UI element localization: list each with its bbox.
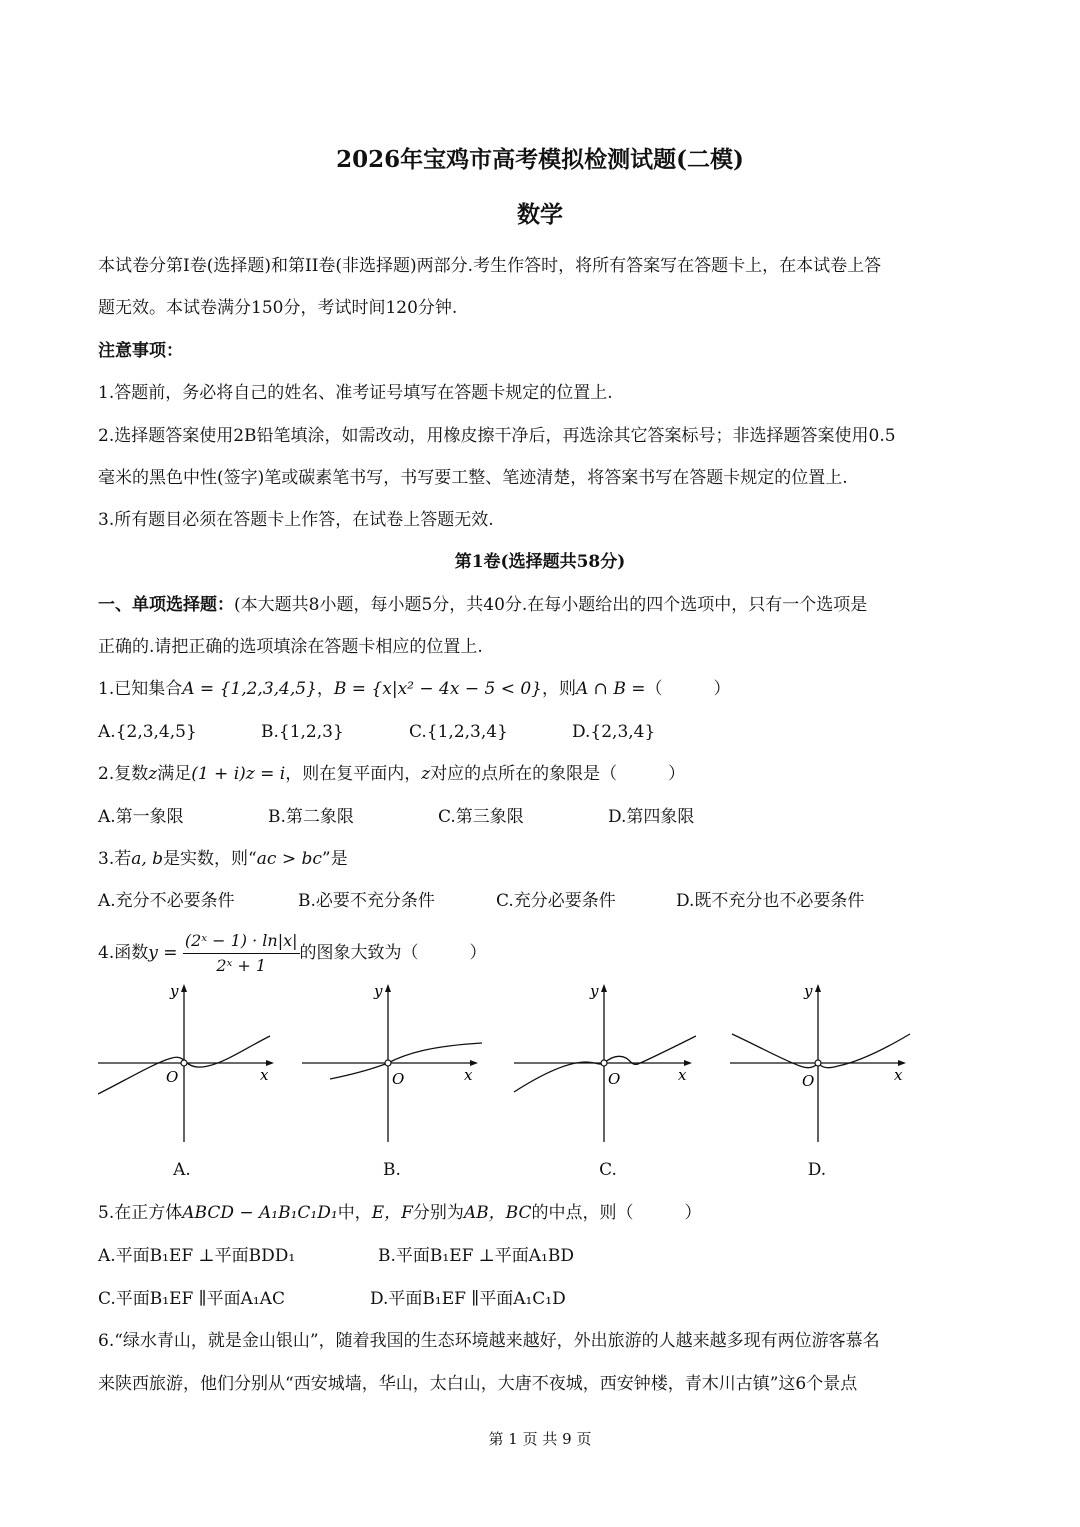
q4-text-a: 4.函数	[98, 943, 149, 963]
question-5-options-row-1	[98, 1244, 574, 1268]
q5-ef: E，F	[371, 1203, 413, 1223]
q3-text-b: 是实数，则“	[163, 849, 257, 869]
q4-a-origin: O	[166, 1068, 179, 1086]
q2-option-d: D.第四象限	[608, 807, 695, 827]
q4-label-c: C.	[599, 1160, 617, 1180]
q2-eq: (1 + i)z = i	[191, 764, 286, 784]
q1-option-b: B.{1,2,3}	[261, 722, 344, 742]
q5-text-b: 中，	[337, 1203, 372, 1223]
question-2-options	[98, 805, 694, 829]
q5-text-c: 分别为	[412, 1203, 464, 1223]
q1-sep: ，	[316, 679, 334, 699]
q4-d-y-label: y	[804, 982, 813, 1000]
q4-b-origin: O	[392, 1070, 405, 1088]
q4-lhs: y =	[148, 943, 178, 963]
q2-option-a: A.第一象限	[98, 807, 184, 827]
q4-graph-b	[300, 982, 484, 1144]
q4-numerator: (2ˣ − 1) · ln|x|	[183, 931, 300, 954]
part1-heading	[98, 593, 867, 617]
q3-text-c: ”是	[321, 849, 348, 869]
q5-solid: ABCD − A₁B₁C₁D₁	[182, 1203, 338, 1223]
section-heading: 第1卷(选择题共58分)	[454, 552, 626, 572]
q5-text-a: 5.在正方体	[98, 1203, 183, 1223]
q1-paren: （ ）	[645, 679, 731, 699]
q4-a-y-label: y	[170, 982, 179, 1000]
q4-c-x-label: x	[678, 1066, 687, 1084]
page-title: 2026年宝鸡市高考模拟检测试题(二模)	[336, 146, 744, 173]
question-4-stem	[98, 930, 487, 976]
q5-option-a: A.平面B₁EF ⊥平面BDD₁	[98, 1246, 296, 1266]
note-2b: 毫米的黑色中性(签字)笔或碳素笔书写，书写要工整、笔迹清楚，将答案书写在答题卡规定的位置上.	[98, 468, 848, 488]
part1-rest: (本大题共8小题，每小题5分，共40分.在每小题给出的四个选项中，只有一个选项是	[234, 595, 868, 615]
q2-z1: z	[148, 764, 158, 784]
intro-line-2: 题无效。本试卷满分150分，考试时间120分钟.	[98, 298, 458, 318]
subject-title: 数学	[517, 201, 563, 228]
q4-label-a: A.	[173, 1160, 191, 1180]
q2-z2: z	[421, 764, 431, 784]
q3-cond: ac > bc	[256, 849, 322, 869]
q4-b-y-label: y	[374, 982, 383, 1000]
q3-option-d: D.既不充分也不必要条件	[676, 891, 865, 911]
question-6-line-1: 6.“绿水青山，就是金山银山”，随着我国的生态环境越来越好，外出旅游的人越来越多现有两位游客慕名	[98, 1331, 880, 1351]
q4-d-x-label: x	[894, 1066, 903, 1084]
q3-option-a: A.充分不必要条件	[98, 891, 235, 911]
part1-line-2: 正确的.请把正确的选项填涂在答题卡相应的位置上.	[98, 637, 483, 657]
question-1-options	[98, 720, 655, 744]
q1-option-c: C.{1,2,3,4}	[409, 722, 508, 742]
q4-graph-d	[728, 982, 912, 1144]
q4-c-y-label: y	[590, 982, 599, 1000]
q5-option-d: D.平面B₁EF ∥平面A₁C₁D	[370, 1289, 566, 1309]
q4-b-x-label: x	[464, 1066, 473, 1084]
q2-text-a: 2.复数	[98, 764, 149, 784]
q2-text-d: 对应的点所在的象限是（ ）	[430, 764, 686, 784]
q5-text-d: 的中点，则（ ）	[531, 1203, 702, 1223]
question-6-line-2: 来陕西旅游，他们分别从“西安城墙，华山，太白山，大唐不夜城，西安钟楼，青木川古镇”这6个景点	[98, 1374, 858, 1394]
question-3-stem	[98, 847, 348, 871]
q3-option-c: C.充分必要条件	[496, 891, 616, 911]
page-footer: 第 1 页 共 9 页	[488, 1430, 592, 1448]
q4-graph-c	[512, 982, 696, 1144]
q4-c-origin: O	[608, 1070, 621, 1088]
note-2a: 2.选择题答案使用2B铅笔填涂，如需改动，用橡皮擦干净后，再选涂其它答案标号；非选择题答案使用0.5	[98, 426, 896, 446]
q1-option-d: D.{2,3,4}	[572, 722, 656, 742]
q3-vars: a, b	[131, 849, 164, 869]
q2-text-b: 满足	[157, 764, 192, 784]
q4-text-b: 的图象大致为（ ）	[299, 943, 487, 963]
q2-option-b: B.第二象限	[268, 807, 354, 827]
notes-heading: 注意事项：	[98, 341, 183, 361]
q4-a-x-label: x	[260, 1066, 269, 1084]
question-5-options-row-2	[98, 1287, 566, 1311]
q4-graph-a	[96, 982, 276, 1144]
question-2-stem	[98, 762, 685, 786]
q4-d-origin: O	[802, 1072, 815, 1090]
q1-set-a: A = {1,2,3,4,5}	[182, 679, 317, 699]
question-5-stem	[98, 1201, 702, 1225]
question-1-stem	[98, 677, 730, 701]
q1-ask: A ∩ B =	[575, 679, 646, 699]
note-3: 3.所有题目必须在答题卡上作答，在试卷上答题无效.	[98, 510, 494, 530]
part1-bold: 一、单项选择题：	[98, 595, 234, 615]
q1-set-b: B = {x|x² − 4x − 5 < 0}	[333, 679, 542, 699]
q4-fraction	[183, 931, 300, 976]
q2-option-c: C.第三象限	[438, 807, 524, 827]
q1-option-a: A.{2,3,4,5}	[98, 722, 197, 742]
q2-text-c: ，则在复平面内，	[285, 764, 422, 784]
q1-text-b: ，则	[541, 679, 576, 699]
q4-label-b: B.	[383, 1160, 401, 1180]
q3-option-b: B.必要不充分条件	[298, 891, 435, 911]
q5-ab: AB，BC	[463, 1203, 532, 1223]
intro-line-1: 本试卷分第I卷(选择题)和第II卷(非选择题)两部分.考生作答时，将所有答案写在答题卡上，在本试卷上答	[98, 256, 882, 276]
question-3-options	[98, 889, 864, 913]
q5-option-c: C.平面B₁EF ∥平面A₁AC	[98, 1289, 285, 1309]
note-1: 1.答题前，务必将自己的姓名、准考证号填写在答题卡规定的位置上.	[98, 383, 613, 403]
q3-text-a: 3.若	[98, 849, 132, 869]
q4-denominator: 2ˣ + 1	[216, 956, 267, 975]
q5-option-b: B.平面B₁EF ⊥平面A₁BD	[378, 1246, 575, 1266]
q1-text-a: 1.已知集合	[98, 679, 183, 699]
q4-label-d: D.	[807, 1160, 827, 1180]
